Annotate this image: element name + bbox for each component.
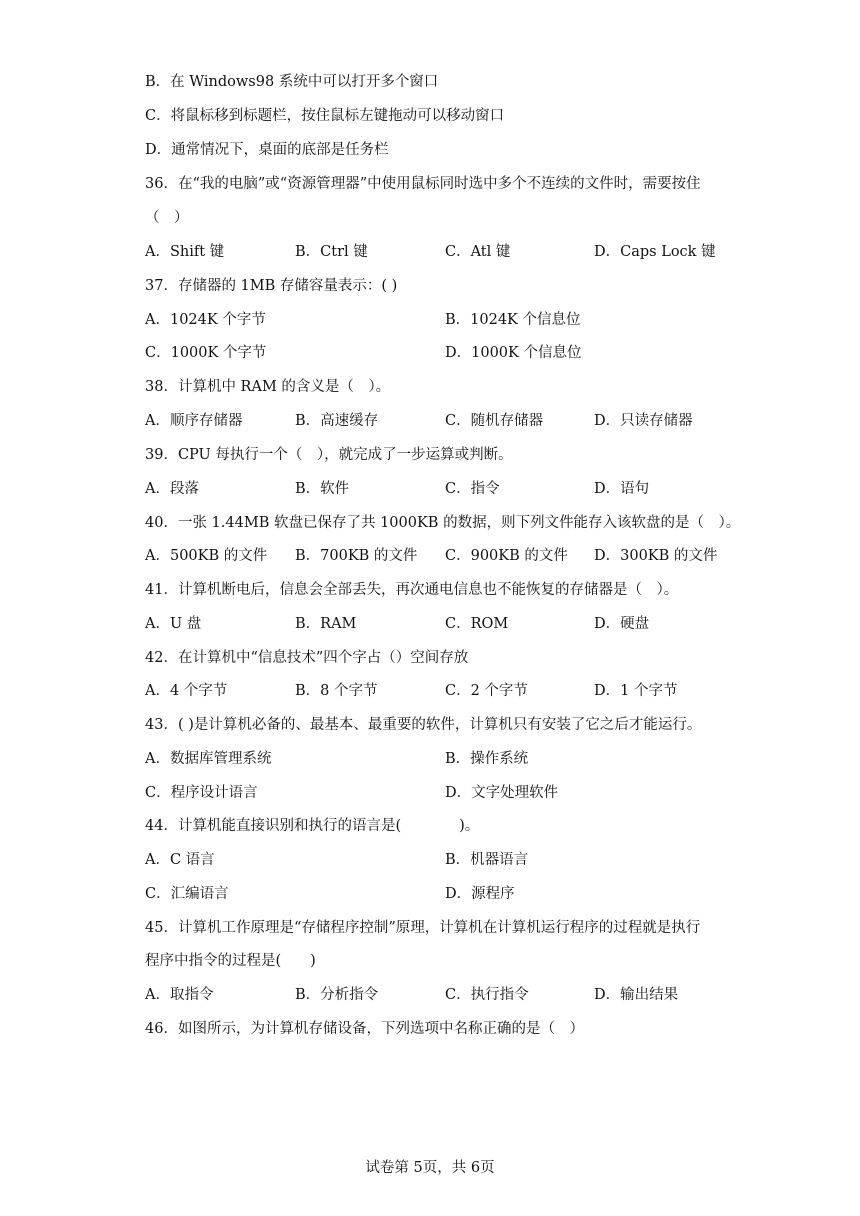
question-43-stem: 43．( )是计算机必备的、最基本、最重要的软件，计算机只有安装了它之后才能运行。 bbox=[145, 717, 702, 733]
option-c: C．程序设计语言 bbox=[145, 785, 258, 801]
option-d-prev: D．通常情况下，桌面的底部是任务栏 bbox=[145, 142, 389, 158]
option-b: B．操作系统 bbox=[445, 751, 529, 767]
option-c-prev: C．将鼠标移到标题栏，按住鼠标左键拖动可以移动窗口 bbox=[145, 108, 505, 124]
option-a: A．数据库管理系统 bbox=[145, 751, 272, 767]
option-b: B．机器语言 bbox=[445, 852, 529, 868]
option-d: D．硬盘 bbox=[594, 616, 650, 632]
option-c: C．ROM bbox=[445, 616, 509, 632]
question-40-stem: 40．一张 1.44MB 软盘已保存了共 1000KB 的数据，则下列文件能存入该软盘的是（ ）。 bbox=[145, 515, 741, 531]
option-d: D．源程序 bbox=[445, 886, 515, 902]
option-c: C．Atl 键 bbox=[445, 244, 511, 260]
question-38-stem: 38．计算机中 RAM 的含义是（ ）。 bbox=[145, 379, 391, 395]
question-42-stem: 42．在计算机中“信息技术”四个字占（）空间存放 bbox=[145, 650, 469, 666]
option-c: C．900KB 的文件 bbox=[445, 548, 568, 564]
question-37-stem: 37．存储器的 1MB 存储容量表示：( ) bbox=[145, 278, 398, 294]
option-d: D．只读存储器 bbox=[594, 413, 693, 429]
option-a: A．C 语言 bbox=[145, 852, 215, 868]
option-a: A．顺序存储器 bbox=[145, 413, 243, 429]
option-c: C．指令 bbox=[445, 481, 500, 497]
option-d: D．语句 bbox=[594, 481, 650, 497]
option-d: D．文字处理软件 bbox=[445, 785, 559, 801]
option-a: A．U 盘 bbox=[145, 616, 202, 632]
option-b: B．高速缓存 bbox=[295, 413, 379, 429]
question-45-stem: 45．计算机工作原理是“存储程序控制”原理，计算机在计算机运行程序的过程就是执行 bbox=[145, 920, 701, 936]
question-41-stem: 41．计算机断电后，信息会全部丢失，再次通电信息也不能恢复的存储器是（ ）。 bbox=[145, 582, 679, 598]
question-44-stem: 44．计算机能直接识别和执行的语言是( )。 bbox=[145, 818, 480, 834]
option-c: C．1000K 个字节 bbox=[145, 345, 267, 361]
option-d: D．300KB 的文件 bbox=[594, 548, 718, 564]
option-d: D．1 个字节 bbox=[594, 683, 678, 699]
option-b: B．8 个字节 bbox=[295, 683, 378, 699]
option-d: D．1000K 个信息位 bbox=[445, 345, 582, 361]
option-a: A．4 个字节 bbox=[145, 683, 228, 699]
option-c: C．执行指令 bbox=[445, 987, 529, 1003]
option-c: C．随机存储器 bbox=[445, 413, 544, 429]
option-a: A．取指令 bbox=[145, 987, 214, 1003]
option-b: B．分析指令 bbox=[295, 987, 379, 1003]
question-46-stem: 46．如图所示，为计算机存储设备，下列选项中名称正确的是（ ） bbox=[145, 1021, 584, 1037]
option-c: C．2 个字节 bbox=[445, 683, 528, 699]
option-b: B．软件 bbox=[295, 481, 350, 497]
option-a: A．Shift 键 bbox=[145, 244, 225, 260]
option-d: D．输出结果 bbox=[594, 987, 679, 1003]
option-a: A．500KB 的文件 bbox=[145, 548, 268, 564]
question-36-stem-cont: （ ） bbox=[145, 210, 189, 226]
option-b-prev: B．在 Windows98 系统中可以打开多个窗口 bbox=[145, 74, 439, 90]
option-b: B．Ctrl 键 bbox=[295, 244, 368, 260]
option-b: B．RAM bbox=[295, 616, 357, 632]
page-footer: 试卷第 5页，共 6页 bbox=[365, 1160, 495, 1176]
question-36-stem: 36．在“我的电脑”或“资源管理器”中使用鼠标同时选中多个不连续的文件时，需要按住 bbox=[145, 176, 701, 192]
question-45-stem-cont: 程序中指令的过程是( ) bbox=[145, 953, 316, 969]
option-a: A．段落 bbox=[145, 481, 199, 497]
question-39-stem: 39．CPU 每执行一个（ ），就完成了一步运算或判断。 bbox=[145, 447, 513, 463]
option-b: B．700KB 的文件 bbox=[295, 548, 418, 564]
option-d: D．Caps Lock 键 bbox=[594, 244, 716, 260]
option-a: A．1024K 个字节 bbox=[145, 312, 266, 328]
option-c: C．汇编语言 bbox=[145, 886, 229, 902]
option-b: B．1024K 个信息位 bbox=[445, 312, 581, 328]
